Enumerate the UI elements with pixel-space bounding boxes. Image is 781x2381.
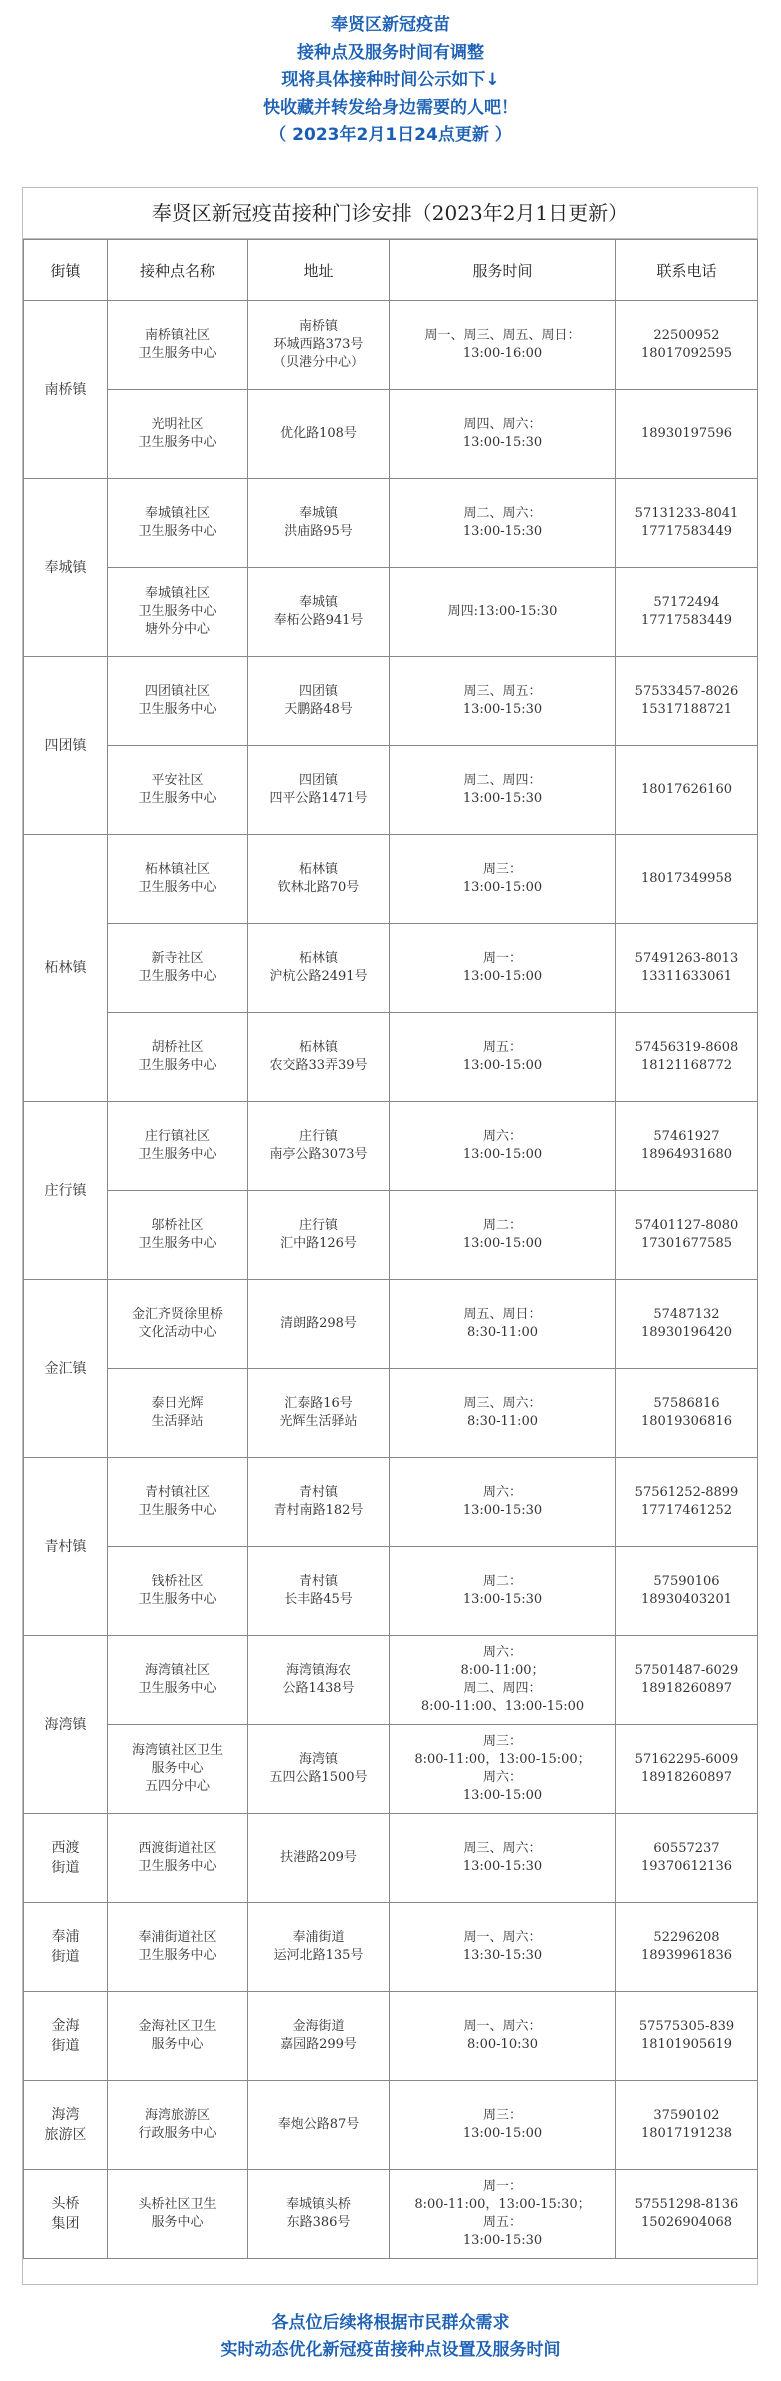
phone-cell: 57456319-8608 18121168772 [616, 1013, 758, 1102]
town-cell: 海湾 旅游区 [24, 2081, 108, 2170]
service-hours-cell: 周二： 13:00-15:00 [390, 1191, 616, 1280]
phone-cell: 57561252-8899 17717461252 [616, 1458, 758, 1547]
address-cell: 青村镇 青村南路182号 [248, 1458, 390, 1547]
town-cell: 金海 街道 [24, 1992, 108, 2081]
address-cell: 海湾镇海农 公路1438号 [248, 1636, 390, 1725]
site-name-cell: 胡桥社区 卫生服务中心 [108, 1013, 248, 1102]
address-cell: 奉城镇 洪庙路95号 [248, 479, 390, 568]
site-name-cell: 西渡街道社区 卫生服务中心 [108, 1814, 248, 1903]
site-name-cell: 平安社区 卫生服务中心 [108, 746, 248, 835]
address-cell: 清朗路298号 [248, 1280, 390, 1369]
town-cell: 金汇镇 [24, 1280, 108, 1458]
address-cell: 柘林镇 钦林北路70号 [248, 835, 390, 924]
phone-cell: 18930197596 [616, 390, 758, 479]
header-address: 地址 [248, 240, 390, 301]
service-hours-cell: 周一： 13:00-15:00 [390, 924, 616, 1013]
vaccination-schedule-table [23, 239, 758, 2259]
table-row [24, 924, 758, 1013]
town-cell: 南桥镇 [24, 301, 108, 479]
service-hours-cell: 周三： 8:00-11:00，13:00-15:00； 周六： 13:00-15:00 [390, 1725, 616, 1814]
service-hours-cell: 周三、周六： 13:00-15:30 [390, 1814, 616, 1903]
phone-cell: 57172494 17717583449 [616, 568, 758, 657]
service-hours-cell: 周六： 8:00-11:00； 周二、周四： 8:00-11:00、13:00-15:00 [390, 1636, 616, 1725]
banner-line: 接种点及服务时间有调整 [297, 42, 484, 63]
phone-cell: 57491263-8013 13311633061 [616, 924, 758, 1013]
address-cell: 青村镇 长丰路45号 [248, 1547, 390, 1636]
phone-cell: 57401127-8080 17301677585 [616, 1191, 758, 1280]
footer-line: 实时动态优化新冠疫苗接种点设置及服务时间 [220, 2340, 561, 2360]
address-cell: 汇泰路16号 光辉生活驿站 [248, 1369, 390, 1458]
service-hours-cell: 周六： 13:00-15:00 [390, 1102, 616, 1191]
service-hours-cell: 周四、周六： 13:00-15:30 [390, 390, 616, 479]
table-row [24, 1191, 758, 1280]
phone-cell: 22500952 18017092595 [616, 301, 758, 390]
table-row [24, 479, 758, 568]
service-hours-cell: 周一、周三、周五、周日： 13:00-16:00 [390, 301, 616, 390]
service-hours-cell: 周五、周日： 8:30-11:00 [390, 1280, 616, 1369]
site-name-cell: 奉城镇社区 卫生服务中心 塘外分中心 [108, 568, 248, 657]
phone-cell: 57162295-6009 18918260897 [616, 1725, 758, 1814]
phone-cell: 60557237 19370612136 [616, 1814, 758, 1903]
banner-line: 快收藏并转发给身边需要的人吧！ [263, 97, 518, 118]
site-name-cell: 头桥社区卫生 服务中心 [108, 2170, 248, 2259]
address-cell: 金海街道 嘉园路299号 [248, 1992, 390, 2081]
address-cell: 扶港路209号 [248, 1814, 390, 1903]
town-cell: 海湾镇 [24, 1636, 108, 1814]
table-row [24, 746, 758, 835]
footer-line: 各点位后续将根据市民群众需求 [271, 2313, 510, 2333]
table-row [24, 1903, 758, 1992]
town-cell: 奉浦 街道 [24, 1903, 108, 1992]
address-cell: 柘林镇 沪杭公路2491号 [248, 924, 390, 1013]
site-name-cell: 海湾镇社区 卫生服务中心 [108, 1636, 248, 1725]
service-hours-cell: 周三、周六： 8:30-11:00 [390, 1369, 616, 1458]
table-row [24, 1636, 758, 1725]
site-name-cell: 奉浦街道社区 卫生服务中心 [108, 1903, 248, 1992]
phone-cell: 57586816 18019306816 [616, 1369, 758, 1458]
service-hours-cell: 周二、周四： 13:00-15:30 [390, 746, 616, 835]
service-hours-cell: 周一、周六： 8:00-10:30 [390, 1992, 616, 2081]
address-cell: 南桥镇 环城西路373号 （贝港分中心） [248, 301, 390, 390]
phone-cell: 57501487-6029 18918260897 [616, 1636, 758, 1725]
town-cell: 青村镇 [24, 1458, 108, 1636]
address-cell: 海湾镇 五四公路1500号 [248, 1725, 390, 1814]
site-name-cell: 金汇齐贤徐里桥 文化活动中心 [108, 1280, 248, 1369]
phone-cell: 18017626160 [616, 746, 758, 835]
site-name-cell: 奉城镇社区 卫生服务中心 [108, 479, 248, 568]
table-row [24, 835, 758, 924]
phone-cell: 57533457-8026 15317188721 [616, 657, 758, 746]
banner-line: 现将具体接种时间公示如下↓ [281, 70, 500, 90]
table-row [24, 390, 758, 479]
address-cell: 奉炮公路87号 [248, 2081, 390, 2170]
town-cell: 四团镇 [24, 657, 108, 835]
phone-cell: 37590102 18017191238 [616, 2081, 758, 2170]
service-hours-cell: 周三： 13:00-15:00 [390, 835, 616, 924]
service-hours-cell: 周二： 13:00-15:30 [390, 1547, 616, 1636]
site-name-cell: 泰日光辉 生活驿站 [108, 1369, 248, 1458]
announcement-banner [0, 12, 781, 150]
town-cell: 头桥 集团 [24, 2170, 108, 2259]
table-row [24, 1013, 758, 1102]
table-title: 奉贤区新冠疫苗接种门诊安排（2023年2月1日更新） [23, 188, 757, 239]
phone-cell: 57551298-8136 15026904068 [616, 2170, 758, 2259]
table-row [24, 1102, 758, 1191]
site-name-cell: 金海社区卫生 服务中心 [108, 1992, 248, 2081]
phone-cell: 18017349958 [616, 835, 758, 924]
footer-note [0, 2310, 781, 2364]
phone-cell: 57575305-839 18101905619 [616, 1992, 758, 2081]
address-cell: 柘林镇 农交路33弄39号 [248, 1013, 390, 1102]
service-hours-cell: 周三： 13:00-15:00 [390, 2081, 616, 2170]
site-name-cell: 钱桥社区 卫生服务中心 [108, 1547, 248, 1636]
site-name-cell: 四团镇社区 卫生服务中心 [108, 657, 248, 746]
service-hours-cell: 周一、周六： 13:30-15:30 [390, 1903, 616, 1992]
service-hours-cell: 周三、周五： 13:00-15:30 [390, 657, 616, 746]
site-name-cell: 海湾镇社区卫生 服务中心 五四分中心 [108, 1725, 248, 1814]
address-cell: 四团镇 四平公路1471号 [248, 746, 390, 835]
address-cell: 奉城镇 奉柘公路941号 [248, 568, 390, 657]
address-cell: 奉浦街道 运河北路135号 [248, 1903, 390, 1992]
service-hours-cell: 周六： 13:00-15:30 [390, 1458, 616, 1547]
banner-line: 奉贤区新冠疫苗 [331, 15, 450, 35]
address-cell: 庄行镇 汇中路126号 [248, 1191, 390, 1280]
service-hours-cell: 周四:13:00-15:30 [390, 568, 616, 657]
table-row [24, 1814, 758, 1903]
town-cell: 奉城镇 [24, 479, 108, 657]
table-row [24, 301, 758, 390]
table-row [24, 1725, 758, 1814]
site-name-cell: 柘林镇社区 卫生服务中心 [108, 835, 248, 924]
town-cell: 庄行镇 [24, 1102, 108, 1280]
address-cell: 优化路108号 [248, 390, 390, 479]
table-row [24, 2081, 758, 2170]
site-name-cell: 庄行镇社区 卫生服务中心 [108, 1102, 248, 1191]
table-row [24, 657, 758, 746]
address-cell: 庄行镇 南亭公路3073号 [248, 1102, 390, 1191]
table-row [24, 1547, 758, 1636]
table-row [24, 1458, 758, 1547]
table-header-row [24, 240, 758, 301]
table-row [24, 2170, 758, 2259]
site-name-cell: 南桥镇社区 卫生服务中心 [108, 301, 248, 390]
phone-cell: 57131233-8041 17717583449 [616, 479, 758, 568]
phone-cell: 57461927 18964931680 [616, 1102, 758, 1191]
service-hours-cell: 周二、周六： 13:00-15:30 [390, 479, 616, 568]
header-phone: 联系电话 [616, 240, 758, 301]
header-site: 接种点名称 [108, 240, 248, 301]
site-name-cell: 海湾旅游区 行政服务中心 [108, 2081, 248, 2170]
address-cell: 奉城镇头桥 东路386号 [248, 2170, 390, 2259]
table-row [24, 1992, 758, 2081]
site-name-cell: 光明社区 卫生服务中心 [108, 390, 248, 479]
service-hours-cell: 周一： 8:00-11:00，13:00-15:30； 周五： 13:00-15:30 [390, 2170, 616, 2259]
banner-line: （ 2023年2月1日24点更新 ） [269, 125, 512, 145]
site-name-cell: 新寺社区 卫生服务中心 [108, 924, 248, 1013]
service-hours-cell: 周五： 13:00-15:00 [390, 1013, 616, 1102]
header-hours: 服务时间 [390, 240, 616, 301]
table-row [24, 1369, 758, 1458]
address-cell: 四团镇 天鹏路48号 [248, 657, 390, 746]
town-cell: 西渡 街道 [24, 1814, 108, 1903]
table-row [24, 568, 758, 657]
site-name-cell: 邬桥社区 卫生服务中心 [108, 1191, 248, 1280]
town-cell: 柘林镇 [24, 835, 108, 1102]
table-body [24, 301, 758, 2259]
phone-cell: 52296208 18939961836 [616, 1903, 758, 1992]
site-name-cell: 青村镇社区 卫生服务中心 [108, 1458, 248, 1547]
header-town: 街镇 [24, 240, 108, 301]
phone-cell: 57487132 18930196420 [616, 1280, 758, 1369]
schedule-card [22, 187, 758, 2285]
phone-cell: 57590106 18930403201 [616, 1547, 758, 1636]
table-row [24, 1280, 758, 1369]
